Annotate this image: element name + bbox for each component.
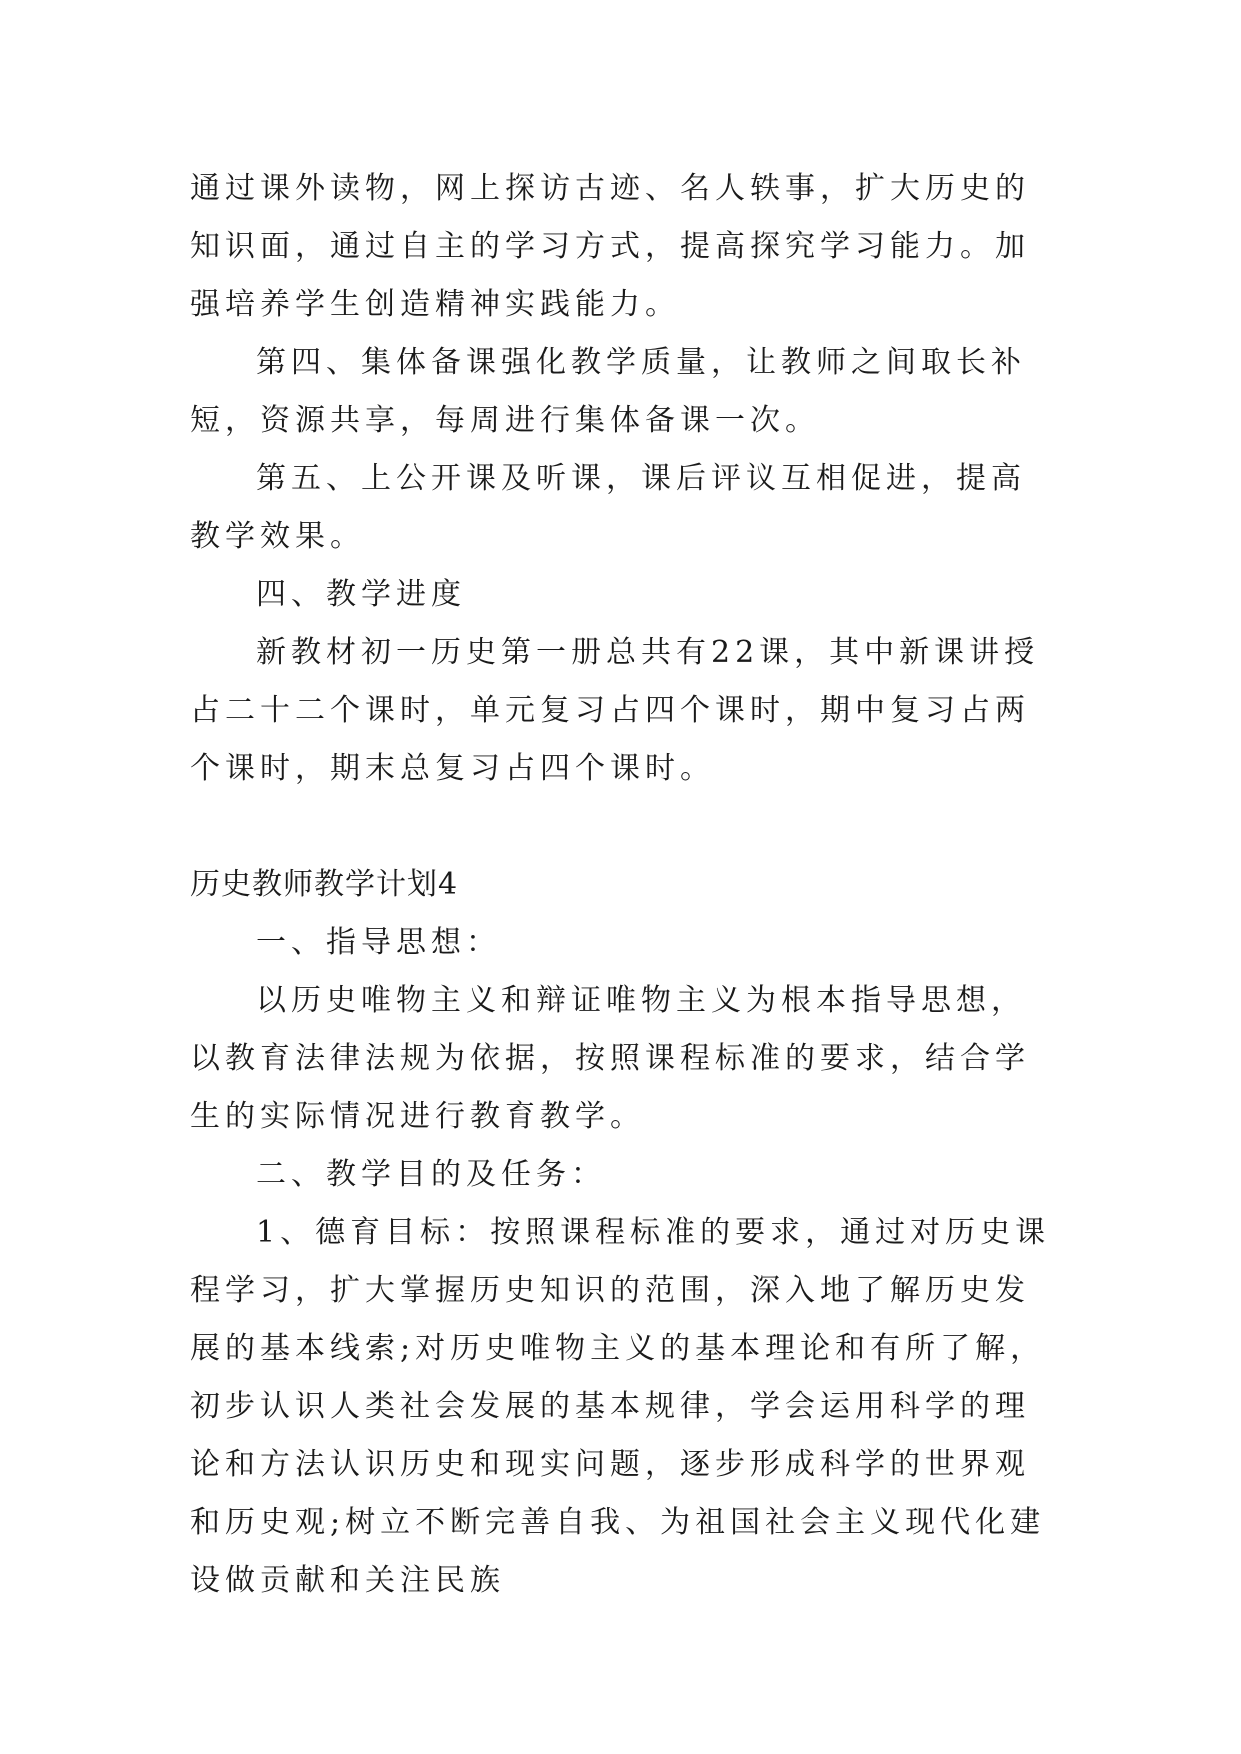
section-gap — [190, 798, 1060, 856]
paragraph-progress-heading: 四、教学进度 — [256, 577, 466, 612]
section-title: 历史教师教学计划4 — [190, 867, 459, 902]
paragraph-progress: 新教材初一历史第一册总共有22课，其中新课讲授占二十二个课时，单元复习占四个课时，期中复习占两个课时，期末总复习占四个课时。 — [190, 635, 1040, 786]
paragraph-open-class: 第五、上公开课及听课，课后评议互相促进，提高教学效果。 — [190, 461, 1026, 554]
paragraph-moral-goals: 1、德育目标：按照课程标准的要求，通过对历史课程学习，扩大掌握历史知识的范围，深入地了解历史发展的基本线索;对历史唯物主义的基本理论和有所了解，初步认识人类社会发展的基本规律，学会运用科学的理论和方法认识历史和现实问题，逐步形成科学的世界观和历史观;树立不断完善自我、为祖国社会主义现代化建设做贡献和关注民族 — [190, 1215, 1051, 1598]
paragraph-guiding: 以历史唯物主义和辩证唯物主义为根本指导思想，以教育法律法规为依据，按照课程标准的要求，结合学生的实际情况进行教育教学。 — [190, 983, 1030, 1134]
paragraph-collective-prep: 第四、集体备课强化教学质量，让教师之间取长补短，资源共享，每周进行集体备课一次。 — [190, 345, 1026, 438]
paragraph-reading: 通过课外读物，网上探访古迹、名人轶事，扩大历史的知识面，通过自主的学习方式，提高探究学习能力。加强培养学生创造精神实践能力。 — [190, 171, 1030, 322]
paragraph-goals-heading: 二、教学目的及任务： — [256, 1157, 606, 1192]
paragraph-guiding-heading: 一、指导思想： — [256, 925, 501, 960]
document-body — [190, 160, 1060, 1610]
